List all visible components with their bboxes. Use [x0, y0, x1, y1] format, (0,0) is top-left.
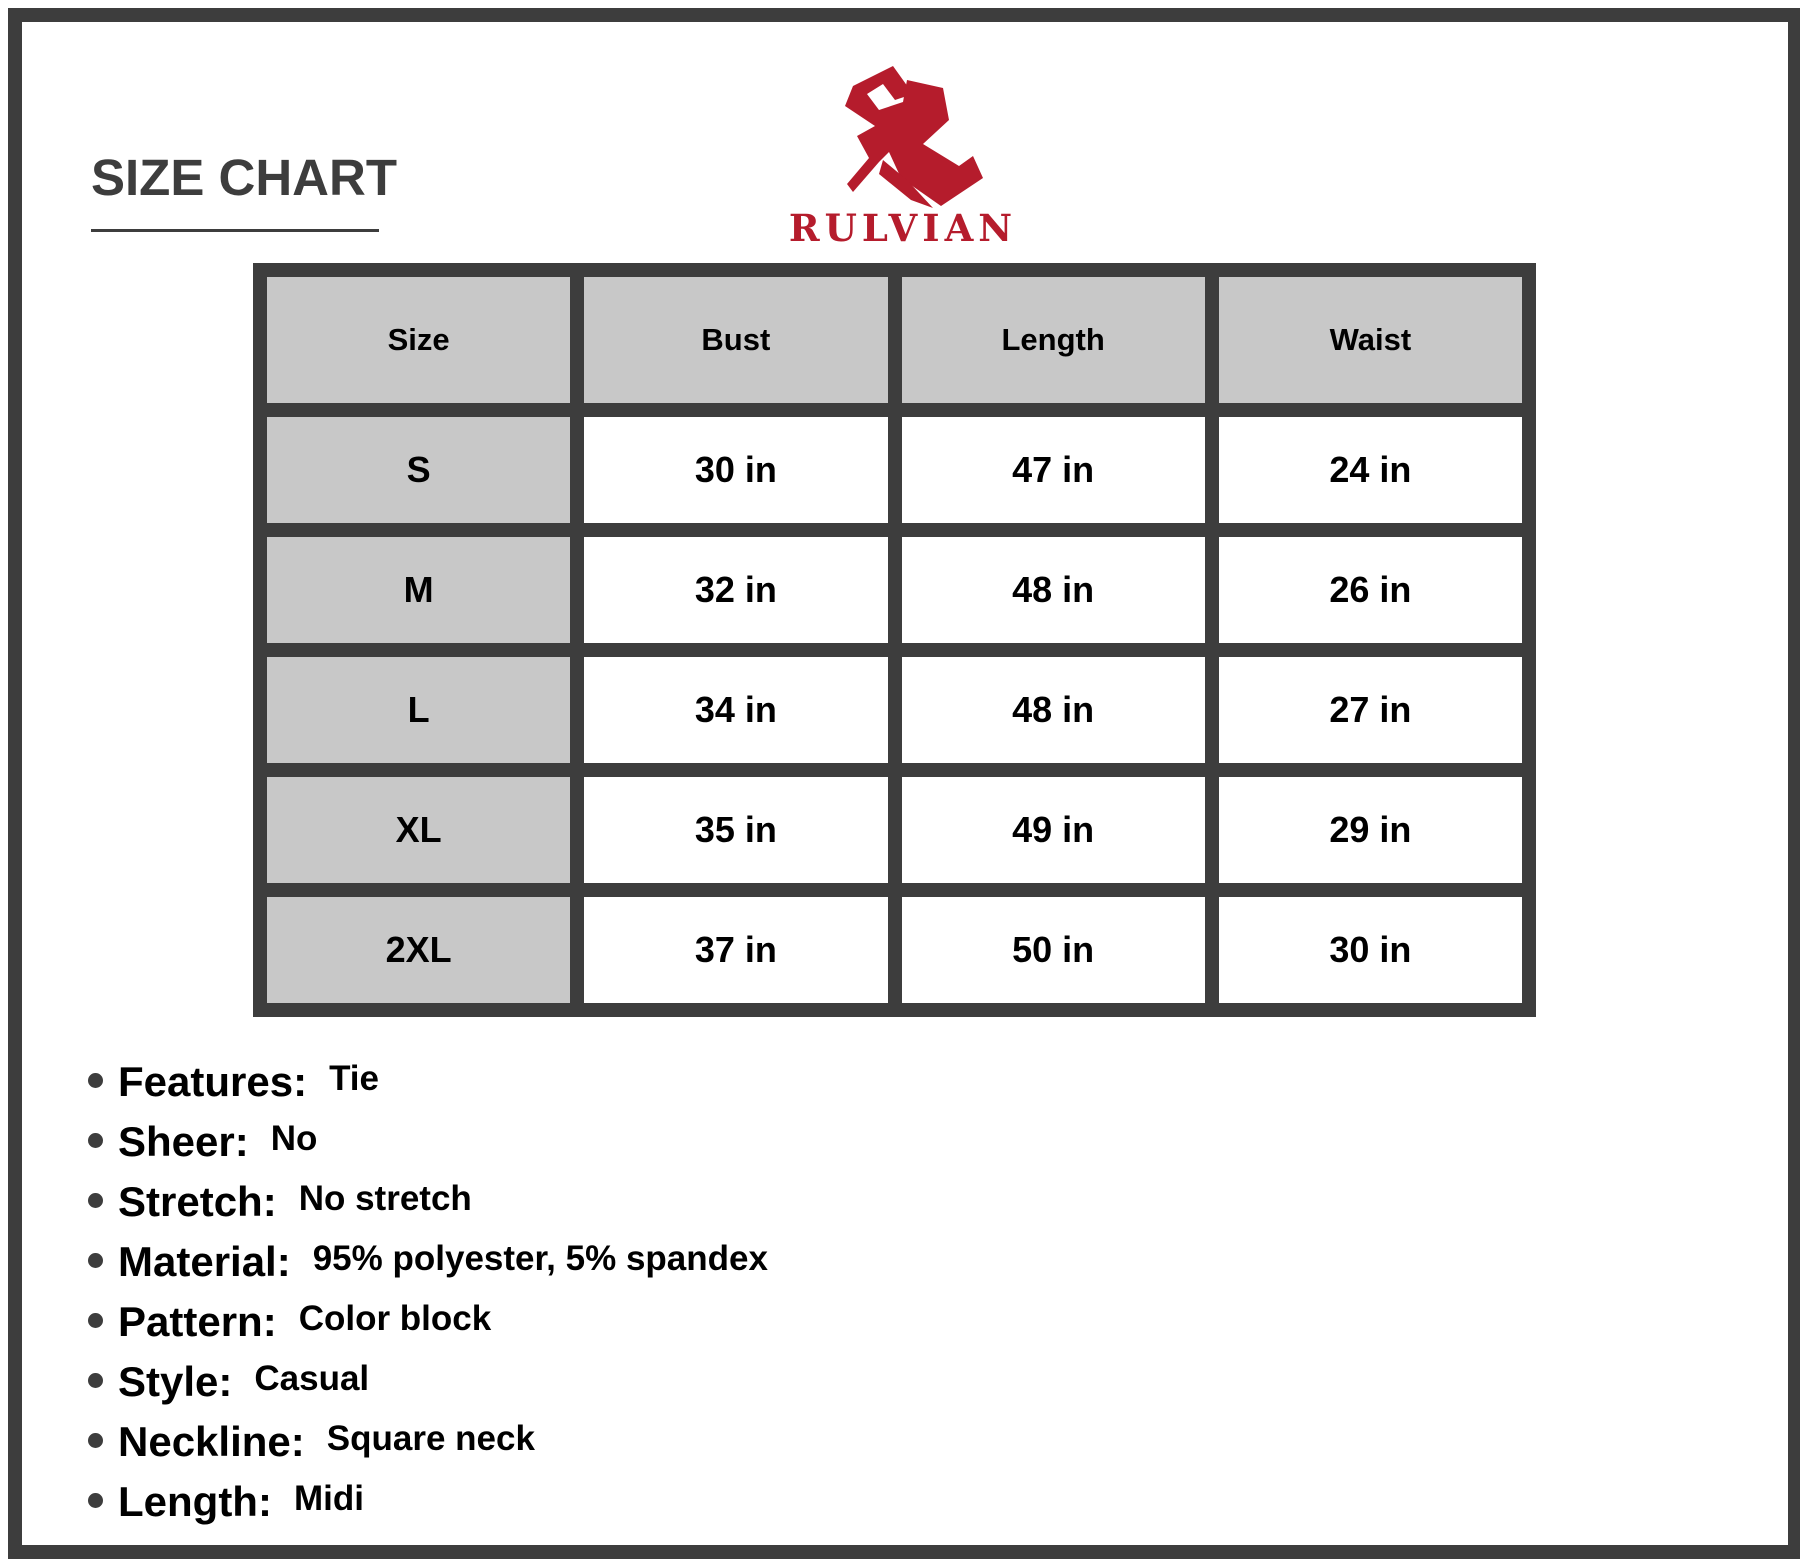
list-item	[88, 1178, 768, 1238]
bust-cell: 37 in	[584, 897, 887, 1003]
spec-key: Sheer:	[118, 1118, 249, 1165]
spec-value: Midi	[293, 1479, 364, 1518]
spec-value: No stretch	[298, 1179, 472, 1218]
spec-key: Style:	[118, 1358, 233, 1405]
spec-value: Casual	[254, 1359, 370, 1398]
waist-cell: 30 in	[1219, 897, 1522, 1003]
list-item	[88, 1298, 768, 1358]
table-header-row	[267, 277, 1522, 403]
list-item	[88, 1478, 768, 1538]
table-row	[267, 537, 1522, 643]
spec-key: Stretch:	[118, 1178, 277, 1225]
size-cell: S	[267, 417, 570, 523]
size-cell: M	[267, 537, 570, 643]
size-chart-table	[253, 263, 1536, 1017]
table-row	[267, 897, 1522, 1003]
bust-cell: 32 in	[584, 537, 887, 643]
spec-key: Material:	[118, 1238, 291, 1285]
column-header-waist: Waist	[1219, 277, 1522, 403]
bullet-icon	[88, 1373, 103, 1388]
spec-value: Square neck	[326, 1419, 535, 1458]
bullet-icon	[88, 1193, 103, 1208]
length-cell: 50 in	[902, 897, 1205, 1003]
title-underline	[91, 229, 379, 232]
length-cell: 47 in	[902, 417, 1205, 523]
table-row	[267, 417, 1522, 523]
bullet-icon	[88, 1133, 103, 1148]
bust-cell: 30 in	[584, 417, 887, 523]
spec-key: Pattern:	[118, 1298, 277, 1345]
size-cell: XL	[267, 777, 570, 883]
column-header-size: Size	[267, 277, 570, 403]
column-header-bust: Bust	[584, 277, 887, 403]
spec-key: Features:	[118, 1058, 308, 1105]
list-item	[88, 1358, 768, 1418]
bullet-icon	[88, 1073, 103, 1088]
length-cell: 48 in	[902, 537, 1205, 643]
spec-value: No	[270, 1119, 318, 1158]
spec-value: Color block	[298, 1299, 492, 1338]
waist-cell: 27 in	[1219, 657, 1522, 763]
column-header-length: Length	[902, 277, 1205, 403]
spec-value: Tie	[329, 1059, 379, 1098]
spec-key: Neckline:	[118, 1418, 305, 1465]
size-cell: 2XL	[267, 897, 570, 1003]
waist-cell: 24 in	[1219, 417, 1522, 523]
waist-cell: 29 in	[1219, 777, 1522, 883]
bullet-icon	[88, 1313, 103, 1328]
list-item	[88, 1238, 768, 1298]
bullet-icon	[88, 1253, 103, 1268]
bullet-icon	[88, 1493, 103, 1508]
size-cell: L	[267, 657, 570, 763]
bust-cell: 34 in	[584, 657, 887, 763]
spec-value: 95% polyester, 5% spandex	[312, 1239, 768, 1278]
table-row	[267, 777, 1522, 883]
list-item	[88, 1418, 768, 1478]
page-title: SIZE CHART	[91, 149, 397, 206]
length-cell: 49 in	[902, 777, 1205, 883]
brand-name: RULVIAN	[788, 206, 1018, 250]
table-row	[267, 657, 1522, 763]
bullet-icon	[88, 1433, 103, 1448]
waist-cell: 26 in	[1219, 537, 1522, 643]
list-item	[88, 1058, 768, 1118]
list-item	[88, 1118, 768, 1178]
bust-cell: 35 in	[584, 777, 887, 883]
spec-key: Length:	[118, 1478, 272, 1525]
length-cell: 48 in	[902, 657, 1205, 763]
product-specs-list	[88, 1058, 768, 1538]
